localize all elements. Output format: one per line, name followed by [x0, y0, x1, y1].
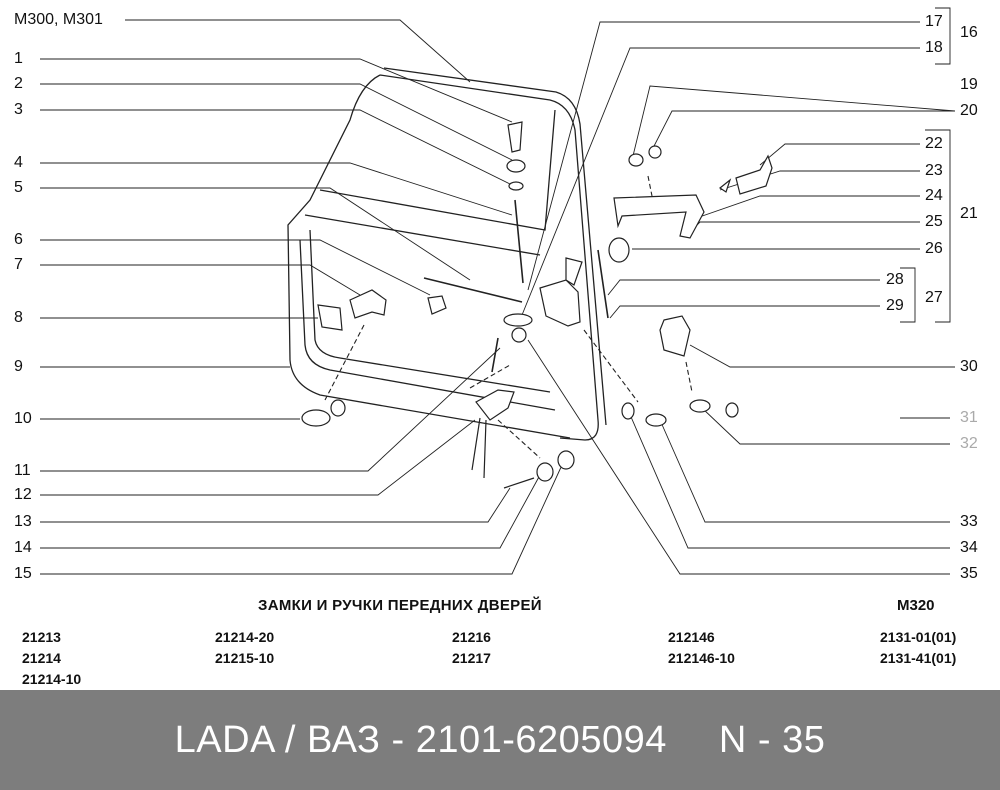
- part-number: LADA / ВАЗ - 2101-6205094: [174, 718, 667, 761]
- page-number: N - 35: [718, 718, 826, 761]
- callout-1: 1: [14, 50, 23, 67]
- callout-24: 24: [925, 187, 943, 204]
- callout-29: 29: [886, 297, 904, 314]
- callout-3: 3: [14, 101, 23, 118]
- callout-28: 28: [886, 271, 904, 288]
- callout-5: 5: [14, 179, 23, 196]
- callout-32: 32: [960, 435, 978, 452]
- model-column-2: [215, 627, 274, 669]
- callout-17: 17: [925, 13, 943, 30]
- group-21: 21: [960, 205, 978, 222]
- callout-7: 7: [14, 256, 23, 273]
- callout-10: 10: [14, 410, 32, 427]
- callout-19: 19: [960, 76, 978, 93]
- rods-and-links: [424, 200, 608, 372]
- model-code: 21217: [452, 650, 491, 666]
- callout-2: 2: [14, 75, 23, 92]
- door-outline: [288, 68, 606, 440]
- group-16: 16: [960, 24, 978, 41]
- callout-31: 31: [960, 409, 978, 426]
- model-column-1: [22, 627, 81, 690]
- model-code: 2131-41(01): [880, 650, 957, 666]
- footer-banner: [0, 690, 1000, 790]
- model-column-3: [452, 627, 491, 669]
- model-codes-label: М300, М301: [14, 11, 103, 28]
- callout-25: 25: [925, 213, 943, 230]
- callout-6: 6: [14, 231, 23, 248]
- callout-9: 9: [14, 358, 23, 375]
- callout-13: 13: [14, 513, 32, 530]
- callout-26: 26: [925, 240, 943, 257]
- model-code: 21214-10: [22, 671, 82, 687]
- group-27: 27: [925, 289, 943, 306]
- model-code: 212146: [668, 629, 715, 645]
- callout-11: 11: [14, 462, 31, 479]
- model-column-5: [880, 627, 956, 669]
- callout-18: 18: [925, 39, 943, 56]
- callout-20: 20: [960, 102, 978, 119]
- model-code: 21213: [22, 629, 61, 645]
- callout-33: 33: [960, 513, 978, 530]
- callout-4: 4: [14, 154, 23, 171]
- diagram-title: ЗАМКИ И РУЧКИ ПЕРЕДНИХ ДВЕРЕЙ: [258, 597, 542, 614]
- callout-35: 35: [960, 565, 978, 582]
- model-code: 2131-01(01): [880, 629, 957, 645]
- model-column-4: [668, 627, 735, 669]
- callout-23: 23: [925, 162, 943, 179]
- callout-8: 8: [14, 309, 23, 326]
- model-code: 21214-20: [215, 629, 275, 645]
- callout-15: 15: [14, 565, 32, 582]
- callout-22: 22: [925, 135, 943, 152]
- model-code: 212146-10: [668, 650, 735, 666]
- callout-12: 12: [14, 486, 32, 503]
- callout-34: 34: [960, 539, 978, 556]
- callout-30: 30: [960, 358, 978, 375]
- model-code: 21216: [452, 629, 491, 645]
- model-code: 21215-10: [215, 650, 275, 666]
- callout-14: 14: [14, 539, 32, 556]
- page-code: М320: [897, 597, 935, 614]
- model-code: 21214: [22, 650, 61, 666]
- parts: [302, 122, 772, 488]
